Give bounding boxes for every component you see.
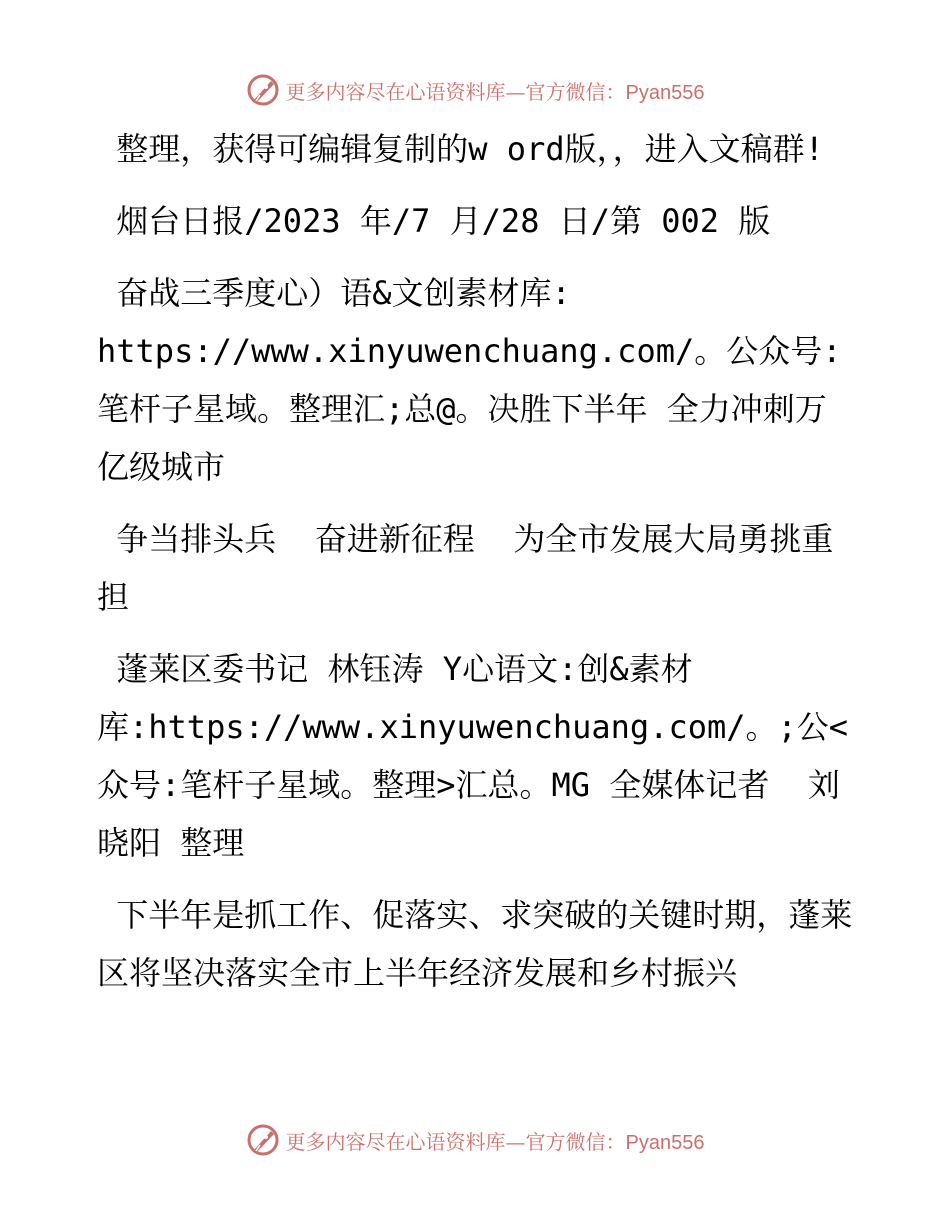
paragraph-byline: 蓬莱区委书记 林钰涛 Y心语文:创&素材库:https://www.xinyuwenchuang.com/。;公<众号:笔杆子星域。整理>汇总。MG 全媒体记者 刘晓阳 整理 [97,650,849,862]
header-watermark [0,70,950,110]
header-watermark-text: 更多内容尽在心语资料库—官方微信：Pyan556 [285,79,705,104]
footer-wechat-id: Pyan556 [625,1131,705,1154]
paragraph-subheadline: 争当排头兵 奋进新征程 为全市发展大局勇挑重担 [97,520,834,616]
paragraph-intro: 整理，获得可编辑复制的w ord版，，进入文稿群! [97,130,824,168]
footer-watermark-text: 更多内容尽在心语资料库—官方微信：Pyan556 [285,1129,705,1154]
quill-pen-logo-icon [246,1123,280,1157]
paragraph-body: 下半年是抓工作、促落实、求突破的关键时期，蓬莱区将坚决落实全市上半年经济发展和乡村振兴 [97,896,853,992]
document-body [97,120,861,1002]
paragraph-source: 烟台日报/2023 年/7 月/28 日/第 002 版 [97,202,771,240]
quill-pen-logo-icon [246,73,280,107]
header-wechat-id: Pyan556 [625,81,705,104]
paragraph-headline: 奋战三季度心）语&文创素材库: https://www.xinyuwenchuang.com/。公众号: 笔杆子星域。整理汇;总@。决胜下半年 全力冲刺万亿级城市 [97,274,861,486]
footer-watermark [0,1120,950,1160]
